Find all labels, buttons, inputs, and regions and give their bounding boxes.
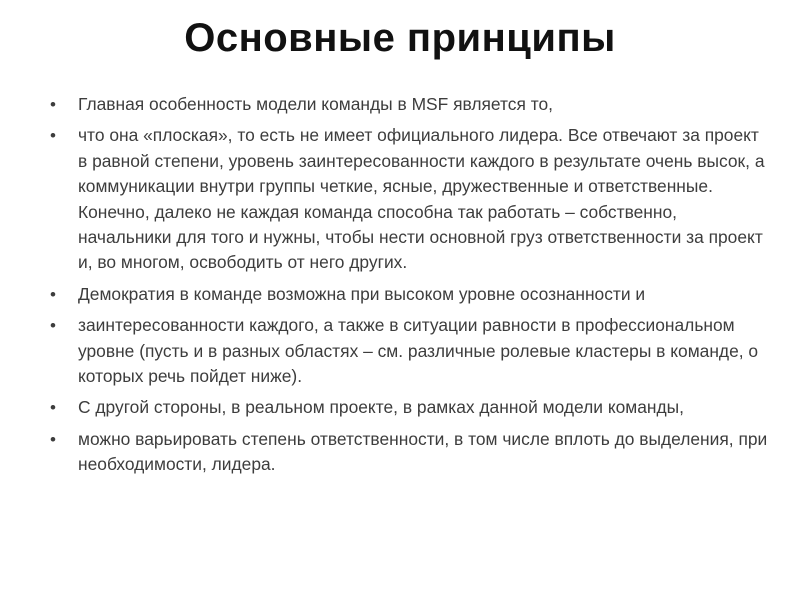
bullet-item — [50, 395, 772, 420]
bullet-marker: • — [50, 284, 56, 304]
bullet-text: можно варьировать степень ответственности, в том числе вплоть до выделения, при необходимости, лидера. — [78, 428, 768, 475]
bullet-marker: • — [50, 429, 56, 449]
bullet-marker: • — [50, 316, 56, 336]
bullet-marker: • — [50, 95, 56, 114]
bullet-item — [50, 427, 772, 478]
bullet-item — [50, 313, 772, 389]
bullet-marker: • — [50, 126, 56, 146]
bullet-item — [50, 92, 772, 117]
bullet-item — [50, 282, 772, 307]
bullet-text: что она «плоская», то есть не имеет официального лидера. Все отвечают за проект в равной степени, уровень заинтересованности каждого в результате очень высок, а коммуникации внутри группы четкие, ясные, дружественные и ответственные. Конечно, далеко не каждая команда способна так работать – собственно, начальники для того и нужны, чтобы нести основной груз ответственности за проект и, во многом, освободить от него других. — [78, 125, 765, 273]
bullet-marker: • — [50, 398, 56, 418]
bullet-text: С другой стороны, в реальном проекте, в рамках данной модели команды, — [78, 397, 685, 418]
bullet-text: Демократия в команде возможна при высоком уровне осознанности и — [78, 283, 646, 304]
bullet-list — [50, 92, 772, 484]
bullet-item — [50, 123, 772, 275]
slide-title: Основные принципы — [184, 16, 616, 60]
bullet-text: Главная особенность модели команды в MSF является то, — [78, 94, 554, 114]
bullet-text: заинтересованности каждого, а также в ситуации равности в профессиональном уровне (пусть и в разных областях – см. различные ролевые кластеры в команде, о которых речь пойдет ниже). — [78, 315, 759, 387]
